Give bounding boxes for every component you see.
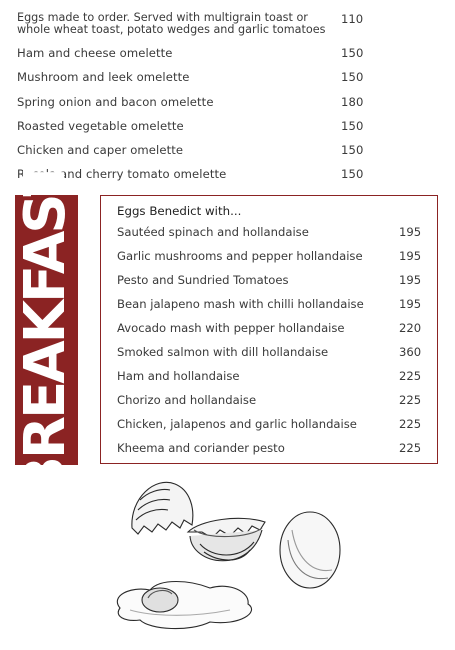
item-name: Ham and cheese omelette	[17, 46, 173, 60]
list-item-price: 195	[399, 249, 422, 263]
eggs-illustration	[100, 470, 430, 640]
list-item-price: 220	[399, 321, 422, 335]
list-item-name: Garlic mushrooms and pepper hollandaise	[117, 249, 363, 263]
list-item-name: Sautéed spinach and hollandaise	[117, 225, 309, 239]
eggs-benedict-section	[100, 195, 438, 464]
item-name: Rucola and cherry tomato omelette	[17, 167, 227, 181]
list-item-price: 195	[399, 273, 422, 287]
list-item-name: Avocado mash with pepper hollandaise	[117, 321, 345, 335]
list-item-price: 195	[399, 297, 422, 311]
item-price: 150	[341, 143, 364, 157]
list-item-price: 225	[399, 417, 422, 431]
item-price: 150	[341, 119, 364, 133]
list-item-name: Smoked salmon with dill hollandaise	[117, 345, 329, 359]
item-name: Mushroom and leek omelette	[17, 70, 190, 84]
item-price: 180	[341, 95, 364, 109]
item-name: Spring onion and bacon omelette	[17, 95, 214, 109]
list-item-price: 360	[399, 345, 422, 359]
list-item-name: Kheema and coriander pesto	[117, 441, 285, 455]
list-item-name: Bean jalapeno mash with chilli hollandaise	[117, 297, 364, 311]
list-item-name: Chicken, jalapenos and garlic hollandaise	[117, 417, 357, 431]
list-item-price: 225	[399, 369, 422, 383]
list-item-name: Chorizo and hollandaise	[117, 393, 257, 407]
list-item-price: 225	[399, 393, 422, 407]
item-price: 150	[341, 46, 364, 60]
breakfast-banner-text: BREAKFAST	[13, 161, 78, 499]
item-name: Roasted vegetable omelette	[17, 119, 184, 133]
item-price: 150	[341, 70, 364, 84]
item-price: 150	[341, 167, 364, 181]
list-item-price: 195	[399, 225, 422, 239]
list-item-name: Ham and hollandaise	[117, 369, 240, 383]
menu-intro-price: 110	[341, 12, 364, 26]
list-item-name: Pesto and Sundried Tomatoes	[117, 273, 289, 287]
list-item-price: 225	[399, 441, 422, 455]
section-title: Eggs Benedict with...	[117, 204, 242, 218]
menu-intro-text: Eggs made to order. Served with multigrain toast or whole wheat toast, potato wedges and garlic tomatoes	[17, 11, 326, 36]
item-name: Chicken and caper omelette	[17, 143, 184, 157]
